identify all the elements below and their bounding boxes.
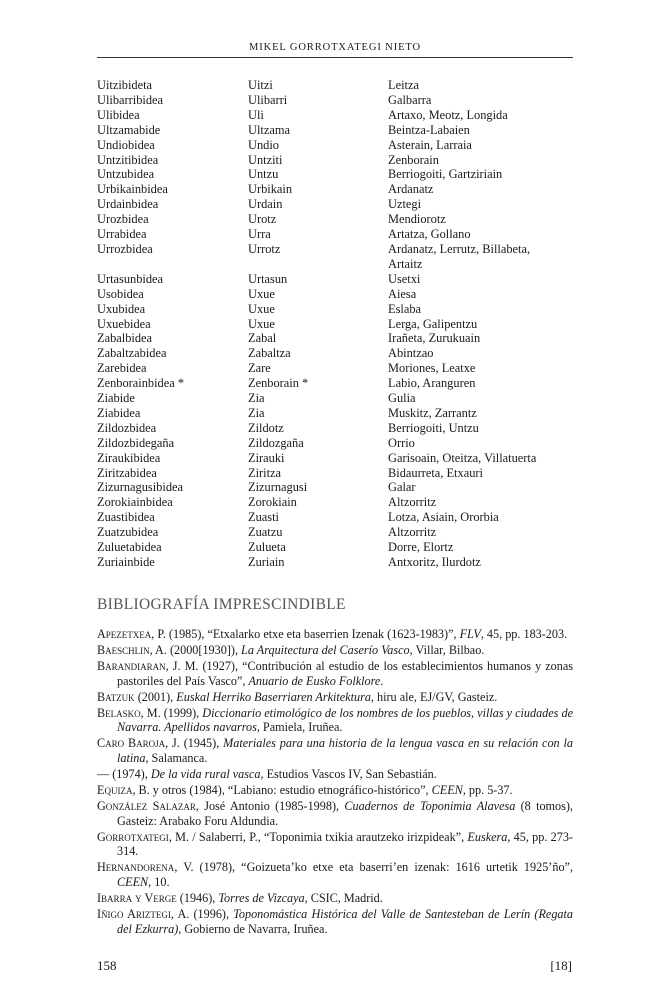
table-row <box>97 138 573 153</box>
ref-author: Equiza <box>97 783 133 798</box>
ref-title: CEEN <box>431 783 463 798</box>
ref-text: , pp. 5-37. <box>462 783 513 798</box>
path-name: Zuluetabidea <box>97 540 162 555</box>
path-name: Zenborainbidea * <box>97 376 185 391</box>
path-name: Zuriainbide <box>97 555 155 569</box>
page-ref: [18] <box>550 958 572 973</box>
toponym-table <box>97 78 573 570</box>
bibliography-entry <box>97 830 573 859</box>
ref-author: González Salazar <box>97 799 196 814</box>
ref-text: , A. (1996), <box>170 907 234 922</box>
path-name: Uitzibideta <box>97 78 153 92</box>
table-row <box>97 123 573 138</box>
table-row <box>97 510 573 525</box>
ref-title: Anuario de Eusko Folklore <box>248 673 381 688</box>
ref-text: , A. (2000[1930]), <box>149 643 242 658</box>
path-name: Zildozbidea <box>97 420 157 435</box>
path-name: Urrabidea <box>97 227 147 242</box>
table-row <box>97 361 573 376</box>
table-row <box>97 406 573 421</box>
source-name: Zenborain * <box>248 376 309 391</box>
ref-title: FLV <box>459 627 481 641</box>
source-name: Zildozgaña <box>248 435 304 450</box>
bibliography-entry <box>97 643 573 658</box>
source-name: Zabaltza <box>248 346 291 361</box>
source-name: Zirauki <box>248 450 285 465</box>
bibliography-entry <box>97 783 573 798</box>
table-row <box>97 495 573 510</box>
ref-text: , J. M. (1927), “Contribución al estudio de los establecimientos humanos y zonas pastoriles del País Vasco”, <box>117 659 573 688</box>
path-name: Untzubidea <box>97 167 155 182</box>
source-name: Urdain <box>248 197 283 212</box>
localities: Zenborain <box>388 152 439 167</box>
ref-title: La Arquitectura del Caserío Vasco <box>241 643 410 658</box>
path-name: Urozbidea <box>97 212 149 227</box>
ref-text: , CSIC, Madrid. <box>304 891 383 906</box>
path-name: Zuastibidea <box>97 510 155 525</box>
localities: Labio, Aranguren <box>388 376 476 391</box>
path-name: Zuatzubidea <box>97 525 159 540</box>
table-row <box>97 272 573 287</box>
table-row <box>97 525 573 540</box>
path-name: Undiobidea <box>97 137 155 152</box>
page-number: 158 <box>97 958 117 973</box>
table-row <box>97 421 573 436</box>
localities: Muskitz, Zarrantz <box>388 405 477 420</box>
bibliography-entry <box>97 627 573 642</box>
source-name: Urtasun <box>248 271 288 286</box>
ref-title: Euskal Herriko Baserriaren Arkitektura <box>176 689 371 704</box>
localities: Artaitz <box>388 256 423 271</box>
localities: Asterain, Larraia <box>388 137 472 152</box>
source-name: Untziti <box>248 152 283 167</box>
table-row <box>97 212 573 227</box>
ref-title: De la vida rural vasca <box>150 767 261 782</box>
bibliography-entry <box>97 659 573 688</box>
ref-text: , 45, pp. 183-203. <box>480 627 568 641</box>
source-name: Zare <box>248 361 271 376</box>
path-name: Zarebidea <box>97 361 147 376</box>
localities: Lotza, Asiain, Ororbia <box>388 510 499 525</box>
localities: Ardanatz, Lerrutz, Billabeta, <box>388 241 531 256</box>
ref-author: Ibarra y Verge <box>97 891 177 906</box>
path-name: Urbikainbidea <box>97 182 168 197</box>
source-name: Ultzama <box>248 122 290 137</box>
localities: Garisoain, Oteitza, Villatuerta <box>388 450 537 465</box>
table-row <box>97 197 573 212</box>
source-name: Uitzi <box>248 78 273 92</box>
table-row <box>97 108 573 123</box>
ref-text: , Gobierno de Navarra, Iruñea. <box>178 921 328 936</box>
localities: Lerga, Galipentzu <box>388 316 478 331</box>
path-name: Urdainbidea <box>97 197 159 212</box>
localities: Usetxi <box>388 271 421 286</box>
ref-text: (1974), <box>109 767 151 782</box>
path-name: Uxubidea <box>97 301 146 316</box>
localities: Orrio <box>388 435 415 450</box>
bibliography-entry <box>97 799 573 828</box>
bibliography-entry <box>97 736 573 765</box>
ref-author: — <box>97 767 110 782</box>
ref-text: , hiru ale, EJ/GV, Gasteiz. <box>370 689 498 704</box>
ref-text: . <box>380 673 384 688</box>
localities: Altzorritz <box>388 495 437 510</box>
table-row <box>97 317 573 332</box>
ref-author: Iñigo Ariztegi <box>97 907 171 922</box>
source-name: Uxue <box>248 316 275 331</box>
table-row <box>97 302 573 317</box>
ref-author: Batzuk <box>97 689 135 704</box>
source-name: Zuriain <box>248 555 285 569</box>
source-name: Uxue <box>248 301 275 316</box>
table-row <box>97 466 573 481</box>
source-name: Zuasti <box>248 510 279 525</box>
header-rule <box>97 57 573 58</box>
source-name: Urotz <box>248 212 277 227</box>
path-name: Zorokiainbidea <box>97 495 173 510</box>
table-row <box>97 182 573 197</box>
source-name: Zorokiain <box>248 495 297 510</box>
ref-author: Belasko <box>97 705 141 720</box>
table-row <box>97 78 573 93</box>
bibliography-entry <box>97 690 573 705</box>
source-name: Urrotz <box>248 241 281 256</box>
ref-author: Baeschlin <box>97 643 150 658</box>
ref-text: , P. (1985), “Etxalarko etxe eta baserrien Izenak (1623-1983)”, <box>151 627 460 641</box>
table-row <box>97 93 573 108</box>
localities: Galar <box>388 480 416 495</box>
table-row <box>97 376 573 391</box>
path-name <box>97 257 248 272</box>
ref-text: , Villar, Bilbao. <box>409 643 485 658</box>
table-row <box>97 227 573 242</box>
ref-author: Gorrotxategi <box>97 829 169 844</box>
bibliography-entry <box>97 891 573 906</box>
ref-author: Apezetxea <box>97 627 152 641</box>
ref-text: , Estudios Vascos IV, San Sebastián. <box>260 767 437 782</box>
path-name: Zabaltzabidea <box>97 346 167 361</box>
ref-text: , J. (1945), <box>165 736 224 751</box>
path-name: Ziabidea <box>97 405 141 420</box>
path-name: Untzitibidea <box>97 152 159 167</box>
path-name: Ziraukibidea <box>97 450 161 465</box>
source-name: Zabal <box>248 331 277 346</box>
localities: Moriones, Leatxe <box>388 361 476 376</box>
table-row <box>97 331 573 346</box>
ref-author: Caro Baroja <box>97 736 166 751</box>
table-row <box>97 242 573 257</box>
localities: Gulia <box>388 391 416 406</box>
bibliography-entry <box>97 907 573 936</box>
ref-text: , Pamiela, Iruñea. <box>256 720 343 735</box>
ref-text: , Salamanca. <box>145 750 208 765</box>
source-name: Zizurnagusi <box>248 480 308 495</box>
source-name: Urbikain <box>248 182 293 197</box>
ref-title: Toponomástica Histórica del Valle de Santesteban de Lerín (Regata del Ezkurra) <box>117 907 574 936</box>
localities: Aiesa <box>388 286 417 301</box>
localities: Bidaurreta, Etxauri <box>388 465 483 480</box>
path-name: Urtasunbidea <box>97 271 164 286</box>
ref-title: Diccionario etimológico de los nombres de los pueblos, villas y ciudades de Navarra. Apellidos navarros <box>117 705 573 735</box>
localities: Irañeta, Zurukuain <box>388 331 481 346</box>
localities: Leitza <box>388 78 419 92</box>
ref-author: Hernandorena <box>97 860 175 875</box>
localities: Eslaba <box>388 301 422 316</box>
source-name: Ulibarri <box>248 92 288 107</box>
ref-text: , B. y otros (1984), “Labiano: estudio etnográfico-histórico”, <box>132 783 432 798</box>
table-row <box>97 346 573 361</box>
ref-text: , José Antonio (1985-1998), <box>195 799 345 814</box>
ref-text: , M. (1999), <box>140 705 203 720</box>
ref-text: (1946), <box>176 891 219 906</box>
table-row <box>97 153 573 168</box>
table-row <box>97 540 573 555</box>
path-name: Ultzamabide <box>97 122 161 137</box>
source-name: Zulueta <box>248 540 286 555</box>
running-header: MIKEL GORROTXATEGI NIETO <box>248 42 422 53</box>
ref-title: CEEN <box>117 874 149 889</box>
localities: Antxoritz, Ilurdotz <box>388 555 481 569</box>
bibliography-list <box>97 627 573 938</box>
localities: Beintza-Labaien <box>388 122 470 137</box>
ref-text: , V. (1978), “Goizueta’ko etxe eta baserri’en izenak: 1616 urtetik 1925’ño”, <box>174 860 573 875</box>
ref-title: Cuadernos de Toponimia Alavesa <box>344 799 516 814</box>
localities: Dorre, Elortz <box>388 540 454 555</box>
table-row <box>97 257 573 272</box>
table-row <box>97 391 573 406</box>
source-name: Uxue <box>248 286 275 301</box>
table-row <box>97 167 573 182</box>
source-name: Zia <box>248 405 265 420</box>
localities: Mendiorotz <box>388 212 446 227</box>
path-name: Ziritzabidea <box>97 465 157 480</box>
ref-author: Barandiaran <box>97 659 166 674</box>
bibliography-entry <box>97 860 573 889</box>
bibliography-heading: BIBLIOGRAFÍA IMPRESCINDIBLE <box>97 596 346 613</box>
path-name: Zildozbidegaña <box>97 435 175 450</box>
localities: Abintzao <box>388 346 434 361</box>
localities: Uztegi <box>388 197 422 212</box>
source-name: Undio <box>248 137 279 152</box>
localities: Artaxo, Meotz, Longida <box>388 107 508 122</box>
ref-text: (2001), <box>134 689 177 704</box>
localities: Galbarra <box>388 92 432 107</box>
source-name: Zia <box>248 391 265 406</box>
table-row <box>97 287 573 302</box>
table-row <box>97 436 573 451</box>
ref-title: Euskera <box>467 829 508 844</box>
bibliography-entry <box>97 767 573 782</box>
path-name: Zizurnagusibidea <box>97 480 184 495</box>
path-name: Ulibarribidea <box>97 92 164 107</box>
bibliography-entry <box>97 706 573 735</box>
ref-text: , 10. <box>148 874 170 889</box>
table-row <box>97 480 573 495</box>
source-name: Zuatzu <box>248 525 283 540</box>
table-row <box>97 451 573 466</box>
ref-text: , 45, pp. 273-314. <box>117 829 573 859</box>
localities: Altzorritz <box>388 525 437 540</box>
path-name: Ulibidea <box>97 107 140 122</box>
source-name: Zildotz <box>248 420 284 435</box>
source-name: Ziritza <box>248 465 282 480</box>
path-name: Ziabide <box>97 391 135 406</box>
localities: Artatza, Gollano <box>388 227 471 242</box>
path-name: Usobidea <box>97 286 144 301</box>
ref-title: Materiales para una historia de la lengua vasca en su relación con la latina <box>117 736 573 765</box>
localities: Ardanatz <box>388 182 434 197</box>
ref-text: (8 tomos), Gasteiz: Arabako Foru Aldundia. <box>117 799 573 828</box>
table-row <box>97 555 573 570</box>
ref-title: Torres de Vizcaya <box>218 891 305 906</box>
localities: Berriogoiti, Gartziriain <box>388 167 503 182</box>
path-name: Zabalbidea <box>97 331 153 346</box>
source-name: Urra <box>248 227 271 242</box>
source-name: Untzu <box>248 167 279 182</box>
ref-text: , M. / Salaberri, P., “Toponimia txikia arautzeko irizpideak”, <box>168 829 468 844</box>
path-name: Uxuebidea <box>97 316 151 331</box>
source-name: Uli <box>248 107 264 122</box>
source-name <box>248 257 388 272</box>
path-name: Urrozbidea <box>97 241 153 256</box>
localities: Berriogoiti, Untzu <box>388 420 479 435</box>
